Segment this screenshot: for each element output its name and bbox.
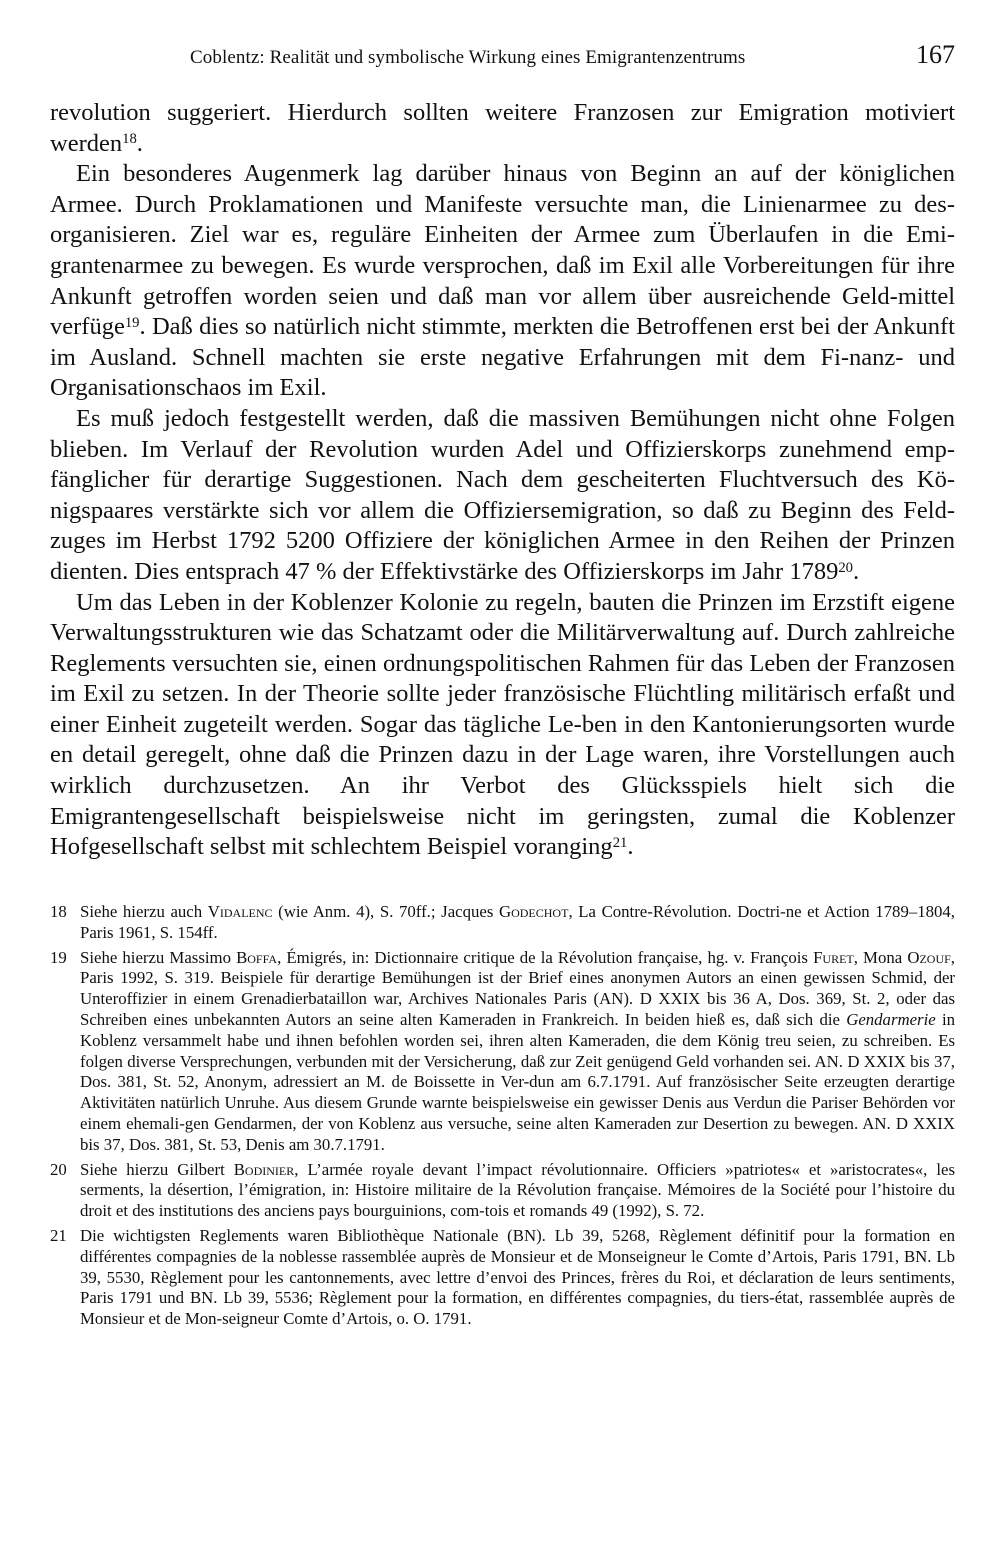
footnote-21 [50,1226,955,1330]
footnote-number: 21 [50,1225,67,1245]
page-number: 167 [916,40,955,69]
paragraph-2 [50,159,955,404]
paragraph-4 [50,588,955,863]
body-text [50,98,955,863]
footnote-ref-18: 18 [122,131,137,148]
footnote-text [80,902,955,944]
text-run: Siehe hierzu auch [80,902,208,921]
text-run: , Paris 1992, S. 319. Beispiele für derartige Bemühungen ist der Brief eines anonymen Autors an einen gewissen Schmid, der Unteroffizier in einem Grenadierbataillon war, Archives Nationales Paris (AN). D XXIX bis 36 A, Dos. 369, St. 2, oder das Schreiben eines unbekannten Autors an seine alten Kameraden in Frankreich. In beiden hieß es, daß sich die [80,947,955,1029]
running-head: Coblentz: Realität und symbolische Wirkung eines Emigrantenzentrums [190,47,746,68]
footnote-ref-19: 19 [124,314,140,331]
footnote-18 [50,902,955,944]
author-name: Godechot [498,902,569,921]
footnote-number: 20 [50,1159,67,1179]
author-name: Bodinier [233,1159,295,1179]
author-name: Ozouf [907,947,951,967]
footnote-text: Die wichtigsten Reglements waren Bibliothèque Nationale (BN). Lb 39, 5268, Règlement définitif pour la formation en différentes compagnies de la noblesse rassemblée auprès de Monsieur et de Monseigneur le Comte d’Artois, Paris 1791, BN. Lb 39, 5530, Règlement pour les cantonnements, avec lettre d’envoi des Princes, frères du Roi, et déclaration de leurs sentiments, Paris 1791 und BN. Lb 39, 5536; Règlement pour la formation, en différentes compagnies, du tiers-état, rassemblée auprès de Monsieur et de Mon-seigneur Comte d’Artois, o. O. 1791. [80,1225,955,1329]
text-run: , Mona [853,947,908,967]
paragraph-1 [50,98,955,159]
text-run: Um das Leben in der Koblenzer Kolonie zu regeln, bauten die Prinzen im Erzstift eigene Verwaltungsstrukturen wie das Schatzamt oder die Militärverwaltung auf. Durch zahlreiche Reglements versuchten sie, einen ordnungspolitischen Rahmen für das Leben der Franzosen im Exil zu setzen. In der Theorie sollte jeder französische Flüchtling militärisch erfaßt und einer Einheit zugeteilt werden. Sogar das tägliche Le-ben in den Kantonierungsorten wurde en detail geregelt, ohne daß die Prinzen dazu in der Lage waren, ihre Vorstellungen auch wirklich durchzusetzen. An ihr Verbot des Glücksspiels hielt sich die Emigrantengesellschaft beispielsweise nicht im geringsten, zumal die Koblenzer Hofgesellschaft selbst mit schlechtem Beispiel voranging [50,588,955,861]
author-name: Vidalenc [207,902,273,921]
text-run: (wie Anm. 4), S. 70ff.; Jacques [272,902,499,921]
text-run: Siehe hierzu Massimo [80,947,237,967]
emphasis: Gendarmerie [846,1009,936,1029]
footnote-19 [50,948,955,1156]
footnote-ref-20: 20 [838,559,854,576]
text-run: Siehe hierzu Gilbert [80,1159,234,1179]
text-run: , La Contre-Révolution. Doctri-ne et Action 1789–1804, Paris 1961, S. 154ff. [80,902,955,942]
page-header [50,40,955,80]
text-run: . [136,129,143,157]
text-run: . [853,557,860,585]
footnotes [50,902,955,1334]
author-name: Furet [813,947,854,967]
text-run: in Koblenz versammelt habe und ihnen befohlen worden sei, ihren alten Kameraden, die dem König treu seien, zu schreiben. Es folgen diverse Versprechungen, verbunden mit der Versicherung, daß zur Zeit genügend Geld vorhanden sei. AN. D XXIX bis 37, Dos. 381, St. 52, Anonym, adressiert an M. de Boissette in Ver-dun am 6.7.1791. Auf französischer Seite erzeugten derartige Aktivitäten natürlich Unruhe. Aus diesem Grunde warnte beispielsweise ein gewisser Denis aus Verdun die Pariser Behörden vor einem ehemali-gen Gendarmen, der von Koblenz aus versuche, seine alten Kameraden zur Desertion zu bewegen. AN. D XXIX bis 37, Dos. 381, St. 53, Denis am 30.7.1791. [80,1009,955,1154]
text-run: Es muß jedoch festgestellt werden, daß die massiven Bemühungen nicht ohne Folgen blieben. Im Verlauf der Revolution wurden Adel und Offizierskorps zunehmend emp-fänglicher für derartige Suggestionen. Nach dem gescheiterten Fluchtversuch des Kö-nigspaares verstärkte sich vor allem die Offiziersemigration, so daß zu Beginn des Feld-zuges im Herbst 1792 5200 Offiziere der königlichen Armee in den Reihen der Prinzen dienten. Dies entsprach 47 % der Effektivstärke des Offizierskorps im Jahr 1789 [50,404,955,585]
text-run: revolution suggeriert. Hierdurch sollten weitere Franzosen zur Emigration motiviert werden [50,99,955,157]
footnote-text [80,1160,955,1222]
text-run: , L’armée royale devant l’impact révolutionnaire. Officiers »patriotes« et »aristocrates«, les serments, la désertion, l’émigration, in: Histoire militaire de la Révolution française. Mémoires de la Société pour l’histoire du droit et des institutions des anciens pays bourguinions, com-tois et romands 49 (1992), S. 72. [80,1159,955,1221]
footnote-number: 19 [50,947,67,967]
author-name: Boffa [236,947,278,967]
footnote-20 [50,1160,955,1222]
footnote-ref-21: 21 [612,834,628,851]
text-run: . [627,833,634,861]
footnote-number: 18 [50,902,67,921]
text-run: , Émigrés, in: Dictionnaire critique de la Révolution française, hg. v. François [277,947,814,967]
paragraph-3 [50,404,955,588]
text-run: . Daß dies so natürlich nicht stimmte, merkten die Betroffenen erst bei der Ankunft im Ausland. Schnell machten sie erste negative Erfahrungen mit dem Fi-nanz- und Organisationschaos im Exil. [50,313,955,402]
page [50,40,955,1329]
footnote-text [80,948,955,1156]
text-run: Ein besonderes Augenmerk lag darüber hinaus von Beginn an auf der königlichen Armee. Durch Proklamationen und Manifeste versuchte man, die Linienarmee zu des-organisieren. Ziel war es, reguläre Einheiten der Armee zum Überlaufen in die Emi-grantenarmee zu bewegen. Es wurde versprochen, daß im Exil alle Vorbereitungen für ihre Ankunft getroffen worden seien und daß man vor allem über ausreichende Geld-mittel verfüge [50,160,955,341]
